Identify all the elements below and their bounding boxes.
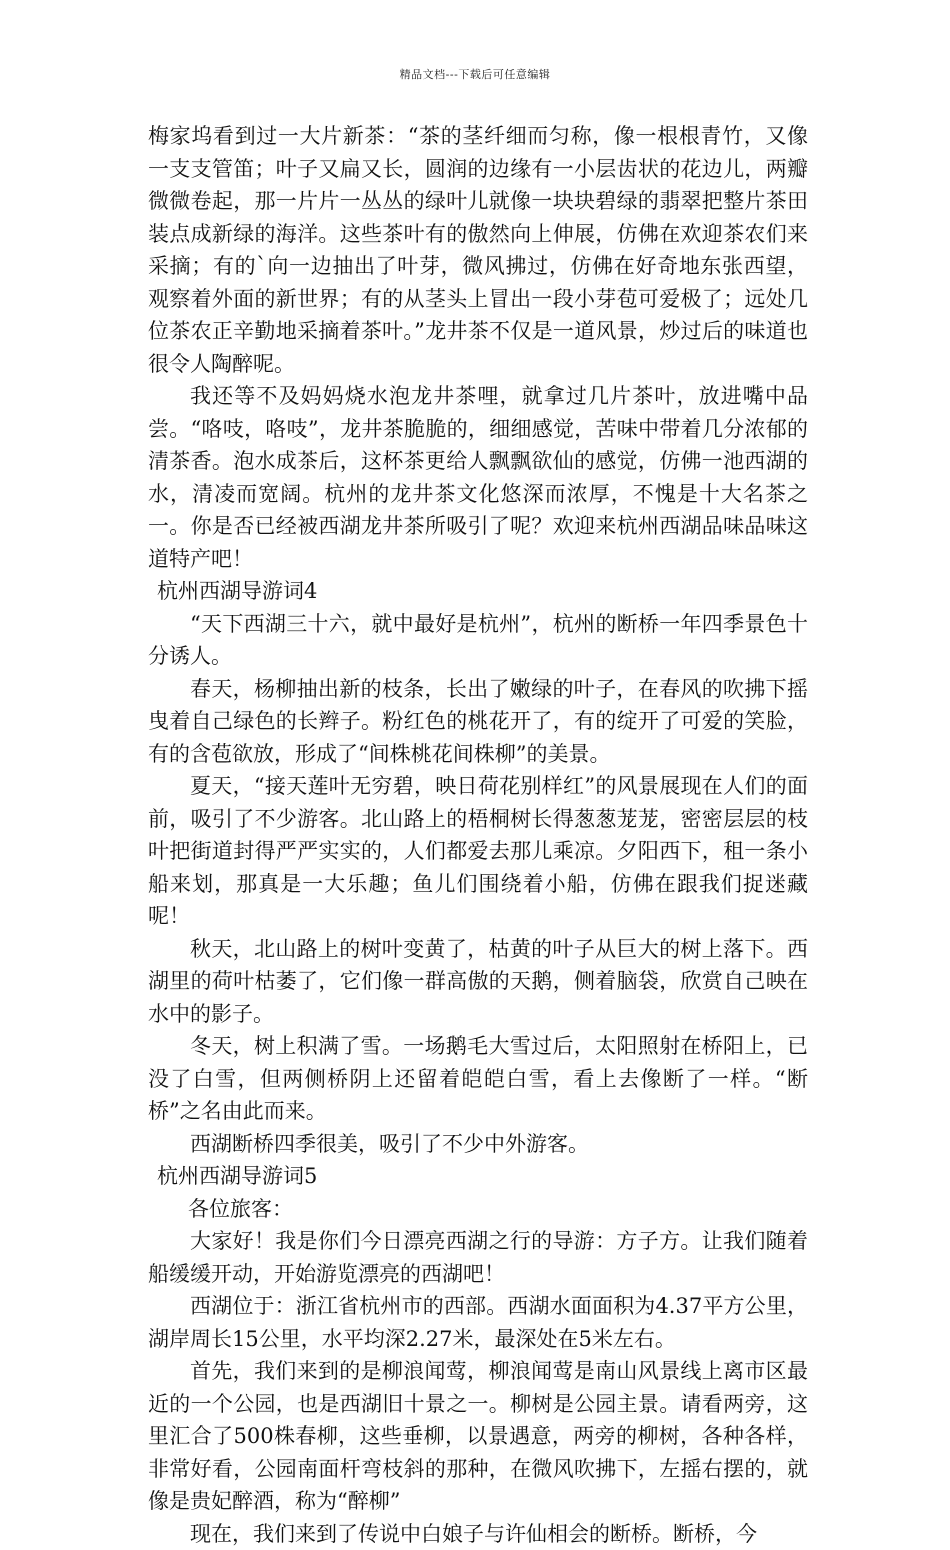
- page-header: 精品文档---下载后可任意编辑: [0, 66, 950, 82]
- paragraph: 梅家坞看到过一大片新茶：“茶的茎纤细而匀称，像一根根青竹，又像一支支管笛；叶子又扁又长，圆润的边缘有一小层齿状的花边儿，两瓣微微卷起，那一片片一丛丛的绿叶儿就像一块块碧绿的翡翠把整片茶田装点成新绿的海洋。这些茶叶有的傲然向上伸展，仿佛在欢迎茶农们来采摘；有的`向一边抽出了叶芽，微风拂过，仿佛在好奇地东张西望，观察着外面的新世界；有的从茎头上冒出一段小芽苞可爱极了；远处几位茶农正辛勤地采摘着茶叶。”龙井茶不仅是一道风景，炒过后的味道也很令人陶醉呢。: [148, 120, 808, 380]
- paragraph: “天下西湖三十六，就中最好是杭州”，杭州的断桥一年四季景色十分诱人。: [148, 608, 808, 673]
- document-body: [148, 120, 808, 1550]
- paragraph: 西湖位于：浙江省杭州市的西部。西湖水面面积为4.37平方公里，湖岸周长15公里，水平均深2.27米，最深处在5米左右。: [148, 1290, 808, 1355]
- section-heading: 杭州西湖导游词5: [148, 1160, 808, 1193]
- salutation: 各位旅客：: [148, 1193, 808, 1226]
- paragraph: 西湖断桥四季很美，吸引了不少中外游客。: [148, 1128, 808, 1161]
- paragraph: 大家好！我是你们今日漂亮西湖之行的导游：方子方。让我们随着船缓缓开动，开始游览漂亮的西湖吧！: [148, 1225, 808, 1290]
- paragraph: 春天，杨柳抽出新的枝条，长出了嫩绿的叶子，在春风的吹拂下摇曳着自己绿色的长辫子。粉红色的桃花开了，有的绽开了可爱的笑脸，有的含苞欲放，形成了“间株桃花间株柳”的美景。: [148, 673, 808, 771]
- section-heading: 杭州西湖导游词4: [148, 575, 808, 608]
- paragraph: 我还等不及妈妈烧水泡龙井茶哩，就拿过几片茶叶，放进嘴中品尝。“咯吱，咯吱”，龙井茶脆脆的，细细感觉，苦味中带着几分浓郁的清茶香。泡水成茶后，这杯茶更给人飘飘欲仙的感觉，仿佛一池西湖的水，清凌而宽阔。杭州的龙井茶文化悠深而浓厚，不愧是十大名茶之一。你是否已经被西湖龙井茶所吸引了呢？欢迎来杭州西湖品味品味这道特产吧！: [148, 380, 808, 575]
- paragraph: 夏天，“接天莲叶无穷碧，映日荷花别样红”的风景展现在人们的面前，吸引了不少游客。北山路上的梧桐树长得葱葱茏茏，密密层层的枝叶把街道封得严严实实的，人们都爱去那儿乘凉。夕阳西下，租一条小船来划，那真是一大乐趣；鱼儿们围绕着小船，仿佛在跟我们捉迷藏呢！: [148, 770, 808, 933]
- paragraph: 现在，我们来到了传说中白娘子与许仙相会的断桥。断桥，今: [148, 1518, 808, 1550]
- paragraph: 秋天，北山路上的树叶变黄了，枯黄的叶子从巨大的树上落下。西湖里的荷叶枯萎了，它们像一群高傲的天鹅，侧着脑袋，欣赏自己映在水中的影子。: [148, 933, 808, 1031]
- paragraph: 冬天，树上积满了雪。一场鹅毛大雪过后，太阳照射在桥阳上，已没了白雪，但两侧桥阴上还留着皑皑白雪，看上去像断了一样。“断桥”之名由此而来。: [148, 1030, 808, 1128]
- paragraph: 首先，我们来到的是柳浪闻莺，柳浪闻莺是南山风景线上离市区最近的一个公园，也是西湖旧十景之一。柳树是公园主景。请看两旁，这里汇合了500株春柳，这些垂柳，以景遇意，两旁的柳树，各种各样，非常好看，公园南面杆弯枝斜的那种，在微风吹拂下，左摇右摆的，就像是贵妃醉酒，称为“醉柳”: [148, 1355, 808, 1518]
